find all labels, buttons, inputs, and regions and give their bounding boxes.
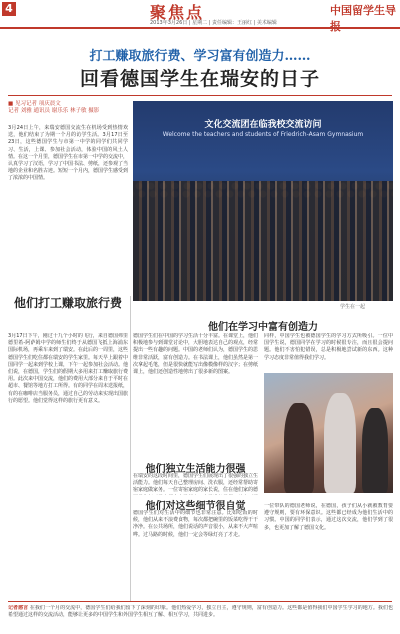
creative-heading: 他们在学习中富有创造力 [208, 322, 318, 333]
group-photo [133, 101, 393, 301]
issue-meta: 2013年3月26日 | 星期二 | 责任编辑：王丽红 | 美术编辑 [150, 20, 277, 26]
lead-paragraph: 3月24日上午，来瑞安德国交流生在机场受到热情欢送，他们结束了为期一个月的访学生活。3月17日至23日，这些德国学生与市第一中学的同学们共同学习、生活，上课、参加社会活动，体验中国的风土人情。在这一个月里，德国学生在市第一中学的交流中，认真学习了汉语，学习了中国书法、剪纸，还参观了当地的企业和名胜古迹。短短一个月内，德国学生感受到了浓浓的中国情。 [8, 125, 129, 182]
left-column-text: 3月17日下午，刚过十九个小时的飞行，来自德国弗里德里希-阿萨姆中学的师生们终于从德国飞抵上海浦东国际机场，再乘车来到了瑞安。在此后的一周里，这些德国学生们吃住都在瑞安的学生家里。每天早上跟着中国同学一起来到学校上课，下午一起参加社会活动。他们说，在德国，学生们的假期大多用来打工赚取旅行费用。此次来中国交流，他们的费用大部分来自于平时在超市、餐馆等地方打工所得。有的同学在周末送报纸，有的在咖啡店当服务员，通过自己的劳动来实现出国旅行的愿望。他们觉得这样的旅行更有意义。 [8, 333, 128, 404]
creative-text-1: 德国学生们在中国的学习生活十分丰富。在课堂上，他们积极地参与到课堂讨论中，大胆地表达自己的观点，经常提出一些有趣的问题。中国的老师们认为，德国学生的思维非常活跃，富有创造力。在书法课上，他们虽然是第一次拿起毛笔，但是很快就能写出像模像样的汉字；在剪纸课上，他们还创造性地剪出了很多新的图案。 [133, 333, 258, 376]
student-figure [284, 403, 314, 493]
byline [8, 101, 99, 115]
adapt-heading: 他们对这些细节很自觉 [145, 501, 246, 512]
note-rule [8, 601, 392, 602]
section-title: 聚焦点 [150, 3, 205, 22]
creative-text-2: 同样，中国学生也被德国学生的学习方式所吸引。一位中国学生说，德国同学在学习的时候很专注，而且很会提问题。他们不害怕犯错误，总是积极地尝试新的东西。这种学习态度非常值得我们学习。 [264, 333, 393, 361]
adapt-text-1: 德国学生们对生活中的细节也非常注意。比如吃饭的时候，他们从来不浪费食物，每次都把碗里的饭菜吃得干干净净。在公共场所，他们说话的声音很小，从来不大声喧哗。过马路的时候，他们一定会等绿灯亮了才走。 [133, 510, 258, 538]
independent-heading: 他们独立生活能力很强 [145, 464, 246, 475]
students-photo [264, 373, 393, 493]
adapt-text-2: 一位带队的德国老师说，在德国，孩子们从小就被教育要遵守规则，要有环保意识。这些都已经成为他们生活中的习惯。中国的同学们表示，通过这次交流，他们学到了很多，也更加了解了德国文化。 [264, 503, 393, 531]
left-column-heading: 他们打工赚取旅行费 [13, 296, 122, 310]
crowd [133, 181, 393, 301]
headline-rule [8, 95, 392, 96]
column-divider [130, 296, 131, 601]
photo-banner: 文化交流团在临我校交流访问 [204, 120, 322, 130]
student-figure [324, 393, 356, 493]
page-number: 4 [2, 2, 16, 16]
byline-photographer: 记者 刘雅 通讯员 谢乐乐 林子敏 摄影 [8, 108, 100, 114]
paper-name: 中国留学生导报 [330, 4, 396, 33]
reporter-note [8, 605, 393, 631]
masthead-rule [0, 19, 400, 29]
student-figure [362, 408, 388, 493]
independent-text: 在瑞安的这段时间里，德国学生们展现出了很强的独立生活能力。他们每天自己整理房间、洗衣服，还经常帮助寄宿家庭做家务。一位寄宿家庭的家长说，住在他们家的德 [133, 473, 258, 494]
note-heading: 记者感言 [8, 605, 29, 611]
article-headline: 回看德国学生在瑞安的日子 [79, 68, 320, 90]
photo-credit: 学生在一起 [340, 304, 366, 310]
article-subtitle: 打工赚取旅行费、学习富有创造力…… [89, 49, 311, 64]
byline-writer: ■ 见习记者 项庆晨文 [8, 101, 61, 107]
photo-banner-english: Welcome the teachers and students of Friedrich-Asam Gymnasium [162, 131, 364, 138]
note-text: 在我们一个月的交流中，德国学生们给我们留下了深刻的印象。他们热爱学习，独立自主，遵守规则，富有创造力。这些都是值得我们中国学生学习的地方。我们也希望通过这样的交流活动，能够让更多的中国学生和外国学生相互了解、相互学习，共同进步。 [8, 605, 393, 619]
